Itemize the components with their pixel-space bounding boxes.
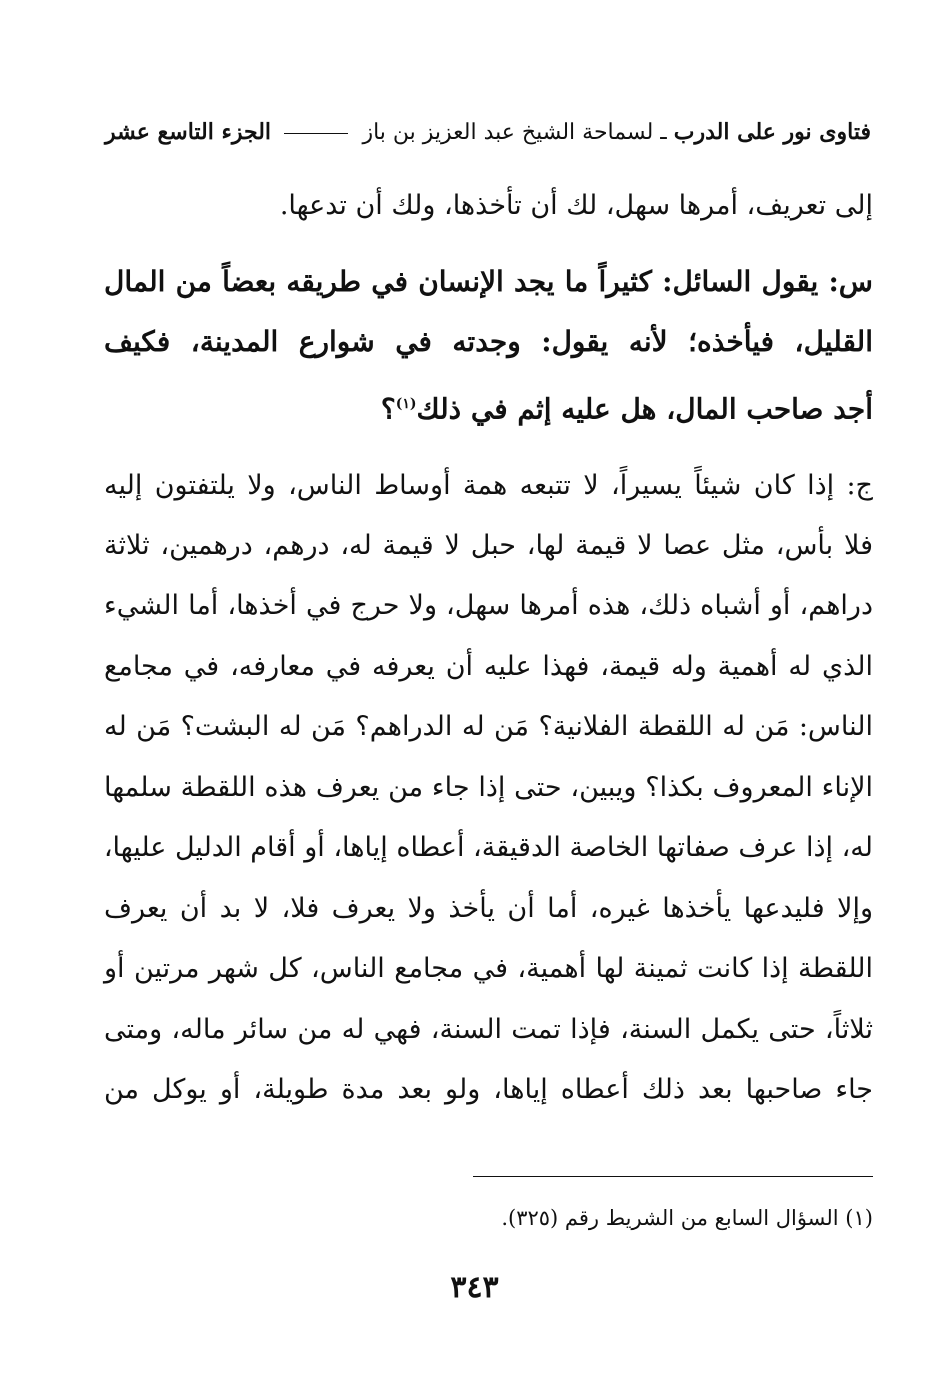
question-line-1: س: يقول السائل: كثيراً ما يجد الإنسان في طريقه بعضاً من المال <box>104 265 873 298</box>
author-name: ـ لسماحة الشيخ عبد العزيز بن باز <box>362 120 667 145</box>
answer-line-8: وإلا فليدعها يأخذها غيره، أما أن يأخذ ولا يعرف فلا، لا بد أن يعرف <box>104 893 873 924</box>
question-mark: ؟ <box>380 392 396 426</box>
answer-line-4: الذي له أهمية وله قيمة، فهذا عليه أن يعرفه في معارفه، في مجامع <box>104 651 873 682</box>
footnote-marker: (١) <box>395 396 417 412</box>
series-title: فتاوى نور على الدرب <box>673 119 871 145</box>
page-number: ٣٤٣ <box>450 1270 499 1305</box>
answer-line-10: ثلاثاً، حتى يكمل السنة، فإذا تمت السنة، فهي له من سائر ماله، ومتى <box>104 1014 873 1045</box>
question-line-2: القليل، فيأخذه؛ لأنه يقول: وجدته في شوارع المدينة، فكيف <box>104 325 873 358</box>
answer-line-9: اللقطة إذا كانت ثمينة لها أهمية، في مجامع الناس، كل شهر مرتين أو <box>104 953 873 984</box>
volume-part: الجزء التاسع عشر <box>105 119 272 145</box>
question-line-3-text: أجد صاحب المال، هل عليه إثم في ذلك <box>416 392 873 426</box>
running-header <box>105 112 871 152</box>
header-separator <box>284 133 348 134</box>
question-line-3 <box>104 374 873 439</box>
answer-line-1: ج: إذا كان شيئاً يسيراً، لا تتبعه همة أوساط الناس، ولا يلتفتون إليه <box>104 470 873 501</box>
header-left <box>362 119 871 145</box>
answer-line-5: الناس: مَن له اللقطة الفلانية؟ مَن له الدراهم؟ مَن له البشت؟ مَن له <box>104 711 873 742</box>
answer-line-11: جاء صاحبها بعد ذلك أعطاه إياها، ولو بعد مدة طويلة، أو يوكل من <box>104 1074 873 1105</box>
footnote-rule <box>473 1176 873 1177</box>
header-right-group <box>105 119 354 145</box>
answer-line-7: له، إذا عرف صفاتها الخاصة الدقيقة، أعطاه إياها، أو أقام الدليل عليها، <box>103 832 873 863</box>
answer-line-3: دراهم، أو أشباه ذلك، هذه أمرها سهل، ولا حرج في أخذها، أما الشيء <box>104 590 873 621</box>
answer-line-6: الإناء المعروف بكذا؟ ويبين، حتى إذا جاء من يعرف هذه اللقطة سلمها <box>104 772 873 803</box>
answer-line-2: فلا بأس، مثل عصا لا قيمة لها، حبل لا قيمة له، درهم، درهمين، ثلاثة <box>104 530 873 561</box>
body-line-1: إلى تعريف، أمرها سهل، لك أن تأخذها، ولك أن تدعها. <box>279 190 873 221</box>
footnote: (١) السؤال السابع من الشريط رقم (٣٢٥). <box>501 1206 873 1230</box>
